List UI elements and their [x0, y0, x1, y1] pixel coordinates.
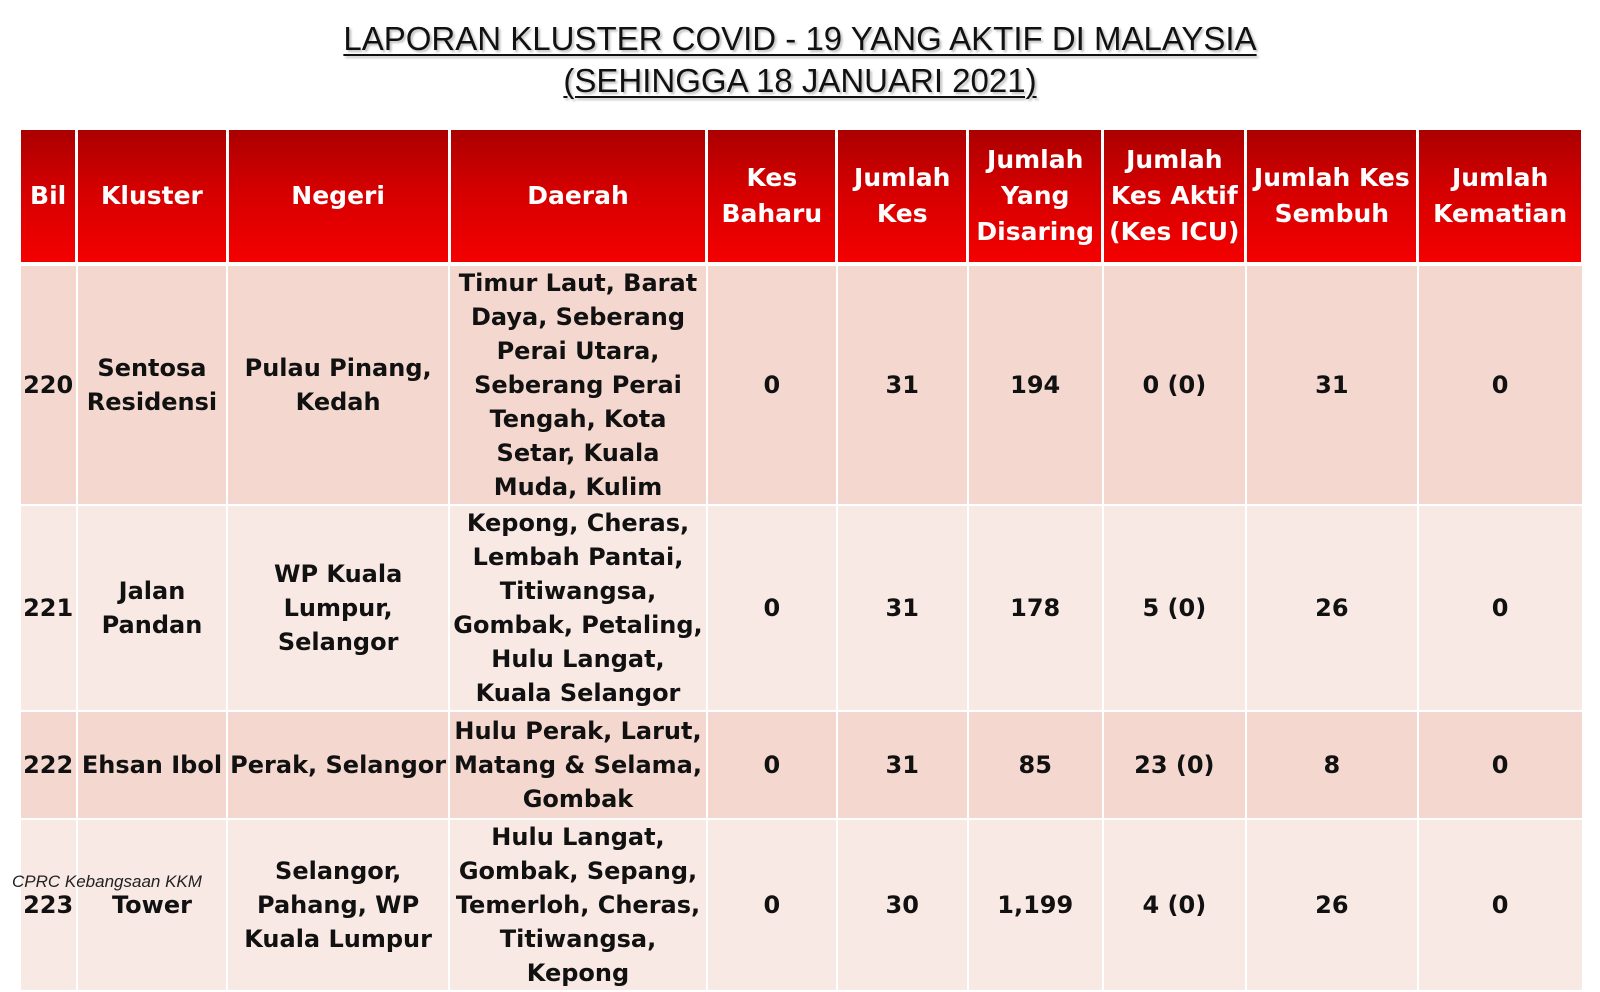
cell-kes-baharu: 0 — [707, 505, 837, 711]
header-daerah: Daerah — [449, 130, 707, 264]
cell-jumlah-kes: 31 — [837, 711, 968, 819]
header-jumlah-kematian: Jumlah Kematian — [1418, 130, 1583, 264]
table-row — [20, 505, 1583, 711]
cell-kluster: Tower — [77, 819, 227, 991]
cell-kes-baharu: 0 — [707, 264, 837, 505]
cluster-table — [18, 130, 1584, 992]
cell-kes-baharu: 0 — [707, 819, 837, 991]
cell-jumlah-kematian: 0 — [1418, 505, 1583, 711]
source-note: CPRC Kebangsaan KKM — [12, 872, 202, 891]
cell-jumlah-disaring: 85 — [968, 711, 1103, 819]
title-line-2: (SEHINGGA 18 JANUARI 2021) — [563, 62, 1037, 99]
header-negeri: Negeri — [227, 130, 449, 264]
header-row — [20, 130, 1583, 264]
cell-jumlah-kes-aktif: 0 (0) — [1103, 264, 1246, 505]
cell-jumlah-kes: 31 — [837, 264, 968, 505]
cell-bil: 221 — [20, 505, 77, 711]
cell-jumlah-kes-aktif: 5 (0) — [1103, 505, 1246, 711]
cell-jumlah-disaring: 194 — [968, 264, 1103, 505]
table-row — [20, 711, 1583, 819]
header-jumlah-kes: Jumlah Kes — [837, 130, 968, 264]
header-kluster: Kluster — [77, 130, 227, 264]
cell-bil: 222 — [20, 711, 77, 819]
cell-jumlah-kematian: 0 — [1418, 711, 1583, 819]
cell-daerah: Kepong, Cheras, Lembah Pantai, Titiwangsa, Gombak, Petaling, Hulu Langat, Kuala Selangor — [449, 505, 707, 711]
title-line-1: LAPORAN KLUSTER COVID - 19 YANG AKTIF DI MALAYSIA — [343, 20, 1257, 57]
header-bil: Bil — [20, 130, 77, 264]
cell-negeri: Perak, Selangor — [227, 711, 449, 819]
header-jumlah-disaring: Jumlah Yang Disaring — [968, 130, 1103, 264]
cell-kluster: Jalan Pandan — [77, 505, 227, 711]
cell-negeri: WP Kuala Lumpur, Selangor — [227, 505, 449, 711]
cell-bil: 220 — [20, 264, 77, 505]
cell-daerah: Hulu Langat, Gombak, Sepang, Temerloh, Cheras, Titiwangsa, Kepong — [449, 819, 707, 991]
header-jumlah-kes-aktif: Jumlah Kes Aktif (Kes ICU) — [1103, 130, 1246, 264]
cell-jumlah-kes: 30 — [837, 819, 968, 991]
header-kes-baharu: Kes Baharu — [707, 130, 837, 264]
cell-kluster: Sentosa Residensi — [77, 264, 227, 505]
cell-negeri: Selangor, Pahang, WP Kuala Lumpur — [227, 819, 449, 991]
cell-kluster: Ehsan Ibol — [77, 711, 227, 819]
cell-jumlah-kes: 31 — [837, 505, 968, 711]
cell-jumlah-kematian: 0 — [1418, 264, 1583, 505]
report-title — [0, 18, 1600, 102]
cell-jumlah-kes-aktif: 4 (0) — [1103, 819, 1246, 991]
cell-negeri: Pulau Pinang, Kedah — [227, 264, 449, 505]
cell-daerah: Timur Laut, Barat Daya, Seberang Perai Utara, Seberang Perai Tengah, Kota Setar, Kuala Muda, Kulim — [449, 264, 707, 505]
cell-jumlah-disaring: 178 — [968, 505, 1103, 711]
cell-jumlah-kematian: 0 — [1418, 819, 1583, 991]
table-row — [20, 264, 1583, 505]
cell-bil: 223 — [20, 819, 77, 991]
cell-daerah: Hulu Perak, Larut, Matang & Selama, Gombak — [449, 711, 707, 819]
cell-jumlah-kes-sembuh: 8 — [1246, 711, 1418, 819]
cell-kes-baharu: 0 — [707, 711, 837, 819]
cell-jumlah-kes-sembuh: 26 — [1246, 819, 1418, 991]
table-row — [20, 819, 1583, 991]
cell-jumlah-disaring: 1,199 — [968, 819, 1103, 991]
cell-jumlah-kes-sembuh: 26 — [1246, 505, 1418, 711]
cell-jumlah-kes-aktif: 23 (0) — [1103, 711, 1246, 819]
header-jumlah-kes-sembuh: Jumlah Kes Sembuh — [1246, 130, 1418, 264]
cell-jumlah-kes-sembuh: 31 — [1246, 264, 1418, 505]
